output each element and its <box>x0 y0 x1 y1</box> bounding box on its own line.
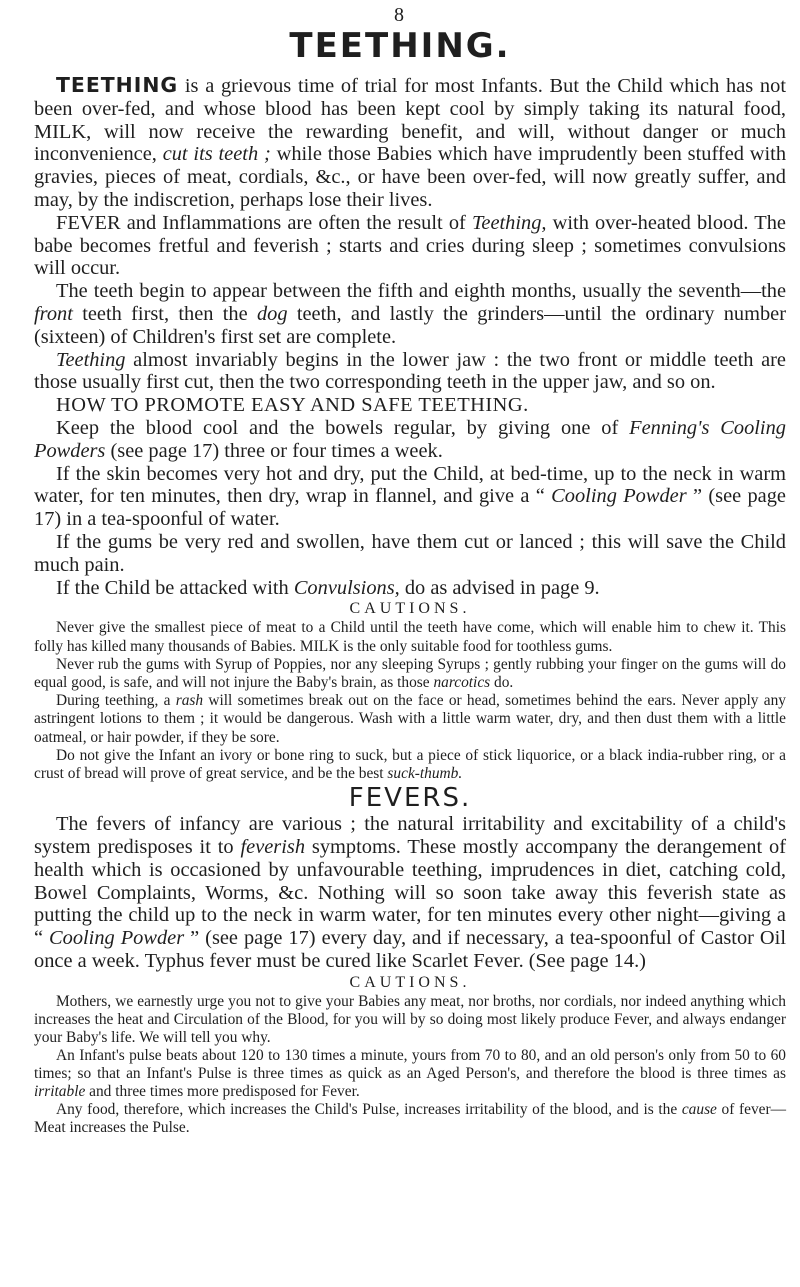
caution-food-a: Any food, therefore, which increases the Child's Pulse, increases irritability of the blood, and is the <box>56 1100 682 1118</box>
skin-emphasis: Cooling Powder <box>551 485 687 508</box>
intro-emphasis: cut its teeth ; <box>162 143 271 166</box>
jaw-text: almost invariably begins in the lower jaw : the two front or middle teeth are those usually first cut, then the two corresponding teeth in the upper jaw, and so on. <box>34 348 786 394</box>
heading-how: HOW TO PROMOTE EASY AND SAFE TEETHING. <box>56 394 529 417</box>
caution-meat: Never give the smallest piece of meat to a Child until the teeth have come, which will enable him to chew it. This folly has killed many thousands of Babies. MILK is the only suitable food for toothless gums. <box>34 619 786 655</box>
fever-emphasis: Teething, <box>471 211 547 234</box>
jaw-paragraph <box>34 349 786 395</box>
teeth-emphasis-1: front <box>34 302 73 325</box>
conv-text-b: do as advised in page 9. <box>399 576 600 599</box>
fevers-text-b: symptoms. These mostly accompany the derangement of health which is occasioned by unfavourable teething, imprudences in diet, catching cold, Bowel Complaints, Worms, &c. Nothing will so soon take away this feverish state as putting the child up to the neck in warm water, for ten minutes every other night—giving a “ <box>34 835 786 950</box>
skin-text-a: If the skin becomes very hot and dry, put the Child, at bed-time, up to the neck in warm water, for ten minutes, then dry, wrap in flannel, and give a “ <box>34 462 786 508</box>
keep-paragraph <box>34 417 786 463</box>
caution-pulse-a: An Infant's pulse beats about 120 to 130 times a minute, yours from 70 to 80, and an old person's only from 50 to 60 times; so that an Infant's Pulse is three times as quick as an Aged Person's, and therefore the blood is three times as <box>34 1046 786 1082</box>
fevers-heading: FEVERS. <box>348 783 472 814</box>
fever-text-a: FEVER and Inflammations are often the result of <box>56 211 472 234</box>
caution-rash-emphasis: rash <box>175 692 204 710</box>
page-number: 8 <box>394 4 404 26</box>
convulsions-paragraph <box>34 577 786 600</box>
caution-syrups <box>34 656 786 692</box>
teeth-paragraph <box>34 280 786 348</box>
skin-paragraph <box>34 463 786 531</box>
caution-rash-b: will sometimes break out on the face or head, sometimes behind the ears. Never apply any astringent lotions to them ; it would be dangerous. Wash with a little warm water, dry, and then dust them with a little oatmeal, or hair powder, if they be sore. <box>34 692 786 746</box>
teeth-text-b: teeth first, then the <box>72 302 257 325</box>
cautions-block-1 <box>34 619 786 783</box>
gums-paragraph: If the gums be very red and swollen, have them cut or lanced ; this will save the Child much pain. <box>34 530 786 576</box>
intro-paragraph <box>34 74 786 212</box>
document-body <box>34 74 786 1137</box>
caution-ring <box>34 747 786 783</box>
caution-syrups-b: do. <box>490 673 514 691</box>
caution-food <box>34 1101 786 1137</box>
caution-food-b: of fever—Meat increases the Pulse. <box>34 1100 786 1136</box>
intro-text: is a grievous time of trial for most Infants. But the Child which has not been over-fed, and whose blood has been kept cool by simply taking its natural food, MILK, will now receive the rewarding benefit, and will, without danger or much inconvenience, <box>34 75 786 166</box>
jaw-emphasis: Teething <box>56 348 126 371</box>
conv-text-a: If the Child be attacked with <box>56 576 294 599</box>
caution-rash-a: During teething, a <box>56 692 176 710</box>
caution-syrups-a: Never rub the gums with Syrup of Poppies, nor any sleeping Syrups ; gently rubbing your finger on the gums will do equal good, is safe, and will not injure the Baby's brain, as those <box>34 655 786 691</box>
keep-text-b: (see page 17) three or four times a week. <box>105 439 443 462</box>
intro-text-2: while those Babies which have imprudently been stuffed with gravies, pieces of meat, cordials, &c., or have been over-fed, will now greatly suffer, and may, by the indiscretion, perhaps lose their lives. <box>34 143 787 211</box>
conv-emphasis: Convulsions, <box>293 576 400 599</box>
skin-text-b: ” (see page 17) in a tea-spoonful of water. <box>34 485 786 531</box>
caution-ring-a: Do not give the Infant an ivory or bone ring to suck, but a piece of stick liquorice, or a black india-rubber ring, or a crust of bread will prove of great service, and be the best <box>34 746 786 782</box>
caution-mothers: Mothers, we earnestly urge you not to give your Babies any meat, nor broths, nor cordials, nor indeed anything which increases the heat and Circulation of the Blood, for you will by so doing most likely produce Fever, and always endanger your Baby's life. We will tell you why. <box>34 992 786 1046</box>
fevers-text-c: ” (see page 17) every day, and if necessary, a tea-spoonful of Castor Oil once a week. Typhus fever must be cured like Scarlet Fever. (See page 14.) <box>34 927 786 972</box>
keep-emphasis: Fenning's Cooling Powders <box>34 416 786 462</box>
caution-pulse <box>34 1047 786 1101</box>
caution-pulse-b: and three times more predisposed for Fever. <box>85 1082 360 1100</box>
teeth-emphasis-2: dog <box>256 302 288 325</box>
intro-lead: TEETHING <box>56 73 179 97</box>
caution-food-emphasis: cause <box>681 1100 717 1118</box>
caution-syrups-emphasis: narcotics <box>433 673 491 691</box>
cautions-block-2 <box>34 993 786 1137</box>
keep-text-a: Keep the blood cool and the bowels regular, by giving one of <box>56 416 630 439</box>
fever-paragraph <box>34 212 786 280</box>
caution-rash <box>34 692 786 747</box>
cautions-heading-1: CAUTIONS. <box>349 600 471 618</box>
page-title: TEETHING. <box>289 26 511 66</box>
fevers-emphasis-2: Cooling Powder <box>49 927 185 950</box>
fevers-paragraph <box>34 813 786 973</box>
fever-text-b: with over-heated blood. The babe becomes fretful and feverish ; starts and cries during sleep ; sometimes convulsions will occur. <box>34 211 786 280</box>
teeth-text-a: The teeth begin to appear between the fifth and eighth months, usually the seventh—the <box>56 280 786 303</box>
caution-pulse-emphasis: irritable <box>34 1082 86 1100</box>
fevers-emphasis-1: feverish <box>240 835 306 858</box>
cautions-heading-2: CAUTIONS. <box>349 973 471 991</box>
fevers-text-a: The fevers of infancy are various ; the natural irritability and excitability of a child's system predisposes it to <box>34 813 786 858</box>
teeth-text-c: teeth, and lastly the grinders—until the ordinary number (sixteen) of Children's first set are complete. <box>34 302 786 348</box>
caution-ring-emphasis: suck-thumb. <box>387 764 463 782</box>
